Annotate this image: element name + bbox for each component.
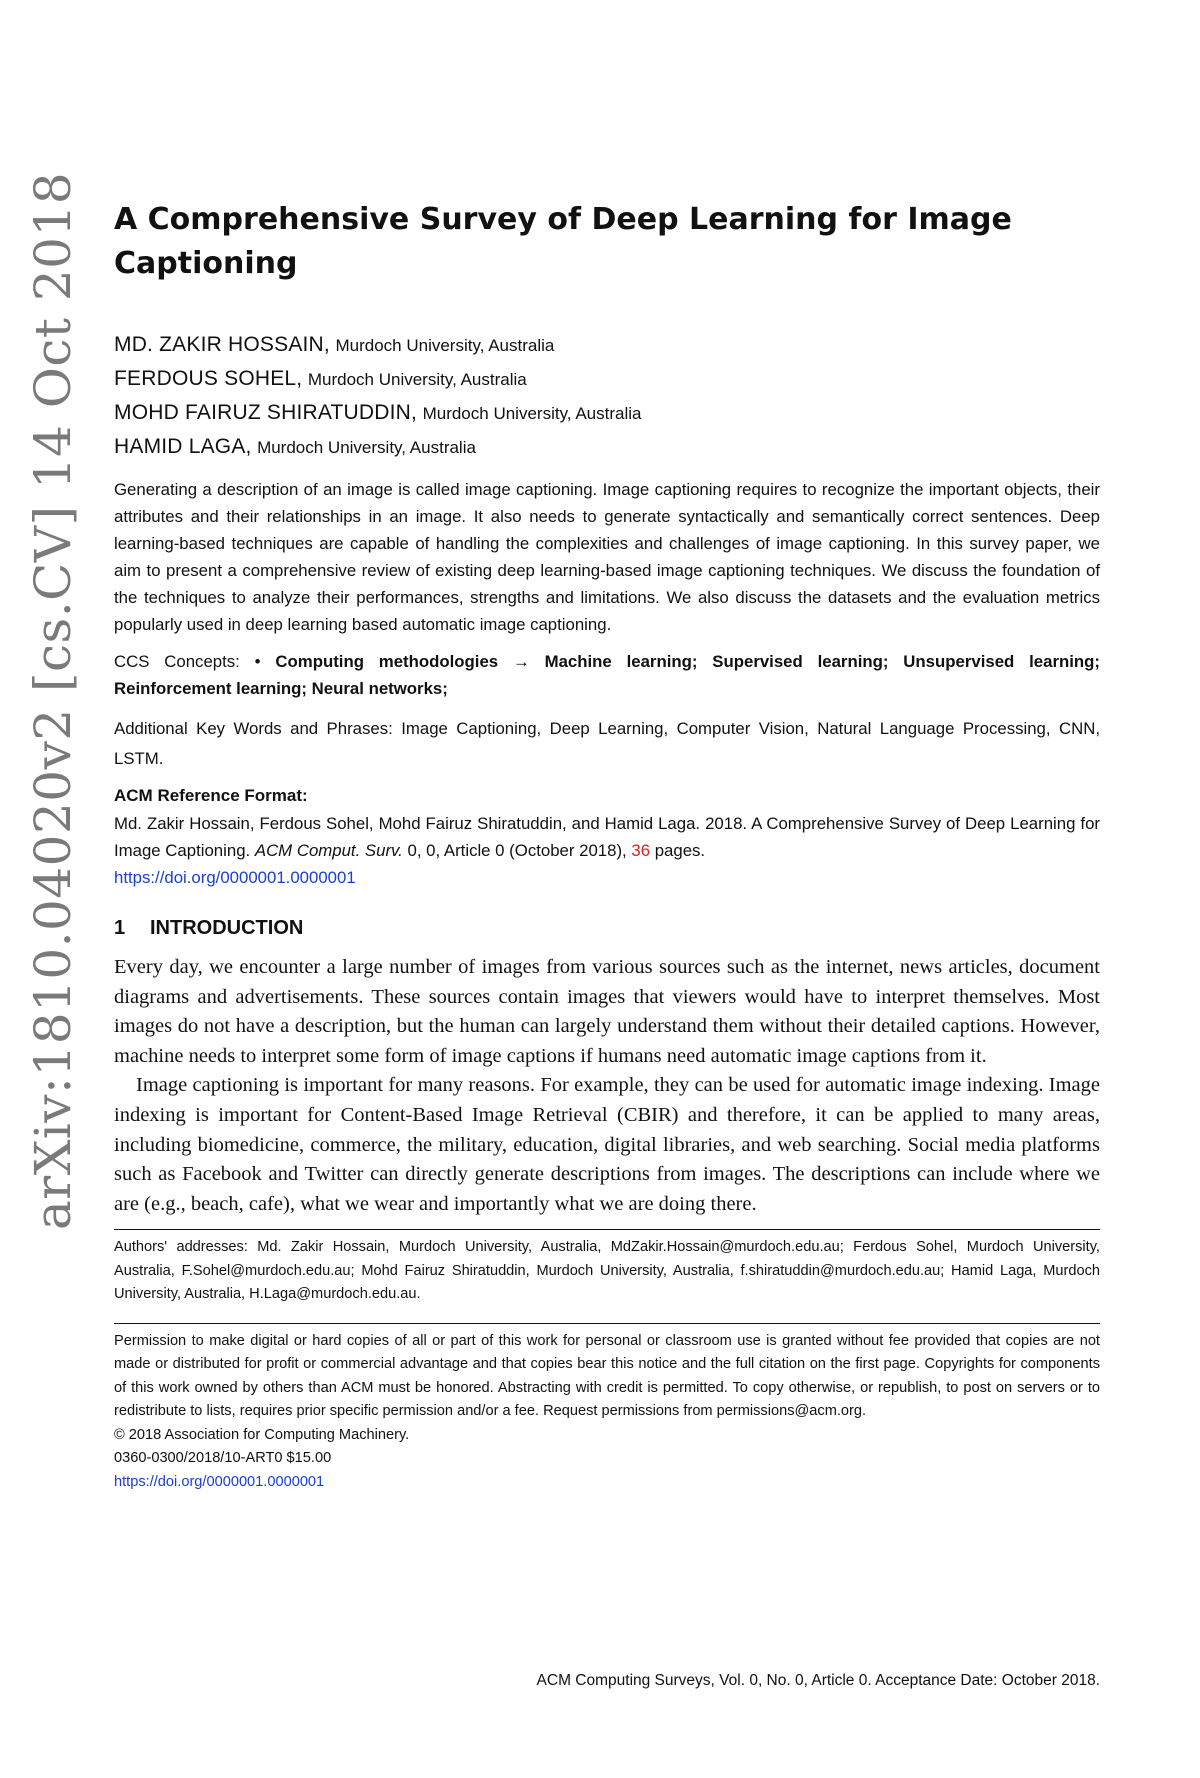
author-item bbox=[114, 328, 1100, 362]
issn-line: 0360-0300/2018/10-ART0 $15.00 bbox=[114, 1450, 332, 1467]
running-footer: ACM Computing Surveys, Vol. 0, No. 0, Article 0. Acceptance Date: October 2018. bbox=[536, 1672, 1100, 1689]
permission-notice: Permission to make digital or hard copies of all or part of this work for personal or classroom use is granted without fee provided that copies are not made or distributed for profit or commercial advantage and that copies bear this notice and the full citation on the first page. Copyrights for components of this work owned by others than ACM must be honored. Abstracting with credit is permitted. To copy otherwise, or republish, to post on servers or to redistribute to lists, requires prior specific permission and/or a fee. Request permissions from permissions@acm.org. bbox=[114, 1332, 1100, 1420]
author-affiliation: Murdoch University, Australia bbox=[335, 336, 555, 355]
author-affiliation: Murdoch University, Australia bbox=[257, 438, 476, 457]
reference-pages-suffix: pages. bbox=[650, 841, 706, 860]
ccs-label: CCS Concepts: • bbox=[114, 652, 276, 671]
section-title: INTRODUCTION bbox=[150, 917, 304, 939]
author-affiliation: Murdoch University, Australia bbox=[422, 404, 642, 423]
paper-title: A Comprehensive Survey of Deep Learning for Image Captioning bbox=[114, 202, 1012, 281]
reference-journal: ACM Comput. Surv. bbox=[254, 841, 403, 860]
reference-text: Md. Zakir Hossain, Ferdous Sohel, Mohd Fairuz Shiratuddin, and Hamid Laga. 2018. A Comprehensive Survey of Deep Learning for Image Captioning. bbox=[114, 814, 1100, 860]
permission-divider bbox=[114, 1323, 1100, 1324]
page-count-link[interactable]: 36 bbox=[631, 841, 651, 860]
author-list bbox=[114, 328, 1100, 464]
ccs-concepts bbox=[114, 648, 1100, 702]
body-paragraph: Every day, we encounter a large number of images from various sources such as the internet, news articles, document diagrams and advertisements. These sources contain images that viewers would have to interpret themselves. Most images do not have a description, but the human can largely understand them without their detailed captions. However, machine needs to interpret some form of image captions if humans need automatic image captions from it. bbox=[114, 956, 1100, 1067]
ccs-concept-list: Computing methodologies → Machine learning; Supervised learning; Unsupervised learning; Reinforcement learning; Neural networks; bbox=[114, 652, 1100, 698]
abstract: Generating a description of an image is called image captioning. Image captioning requires to recognize the important objects, their attributes and their relationships in an image. It also needs to generate syntactically and semantically correct sentences. Deep learning-based techniques are capable of handling the complexities and challenges of image captioning. In this survey paper, we aim to present a comprehensive review of existing deep learning-based image captioning techniques. We discuss the foundation of the techniques to analyze their performances, strengths and limitations. We also discuss the datasets and the evaluation metrics popularly used in deep learning based automatic image captioning. bbox=[114, 480, 1100, 634]
doi-link[interactable]: https://doi.org/0000001.0000001 bbox=[114, 868, 356, 887]
author-name: MD. ZAKIR HOSSAIN, bbox=[114, 333, 330, 356]
footer-doi-link[interactable]: https://doi.org/0000001.0000001 bbox=[114, 1473, 325, 1490]
arxiv-stamp: arXiv:1810.04020v2 [cs.CV] 14 Oct 2018 bbox=[24, 171, 82, 1230]
section-number: 1 bbox=[114, 917, 126, 939]
section-heading bbox=[114, 913, 1100, 943]
author-name: HAMID LAGA, bbox=[114, 435, 252, 458]
author-name: FERDOUS SOHEL, bbox=[114, 367, 303, 390]
page-content bbox=[114, 198, 1100, 1494]
body-paragraph: Image captioning is important for many reasons. For example, they can be used for automatic image indexing. Image indexing is important for Content-Based Image Retrieval (CBIR) and therefore, it can be applied to many areas, including biomedicine, commerce, the military, education, digital libraries, and web searching. Social media platforms such as Facebook and Twitter can directly generate descriptions from images. The descriptions can include where we are (e.g., beach, cafe), what we wear and importantly what we are doing there. bbox=[114, 1074, 1100, 1215]
footnote-divider bbox=[114, 1229, 1100, 1230]
author-addresses: Authors' addresses: Md. Zakir Hossain, Murdoch University, Australia, MdZakir.Hossain@murdoch.edu.au; Ferdous Sohel, Murdoch University, Australia, F.Sohel@murdoch.edu.au; Mohd Fairuz Shiratuddin, Murdoch University, Australia, f.shiratuddin@murdoch.edu.au; Hamid Laga, Murdoch University, Australia, H.Laga@murdoch.edu.au. bbox=[114, 1239, 1100, 1303]
author-item bbox=[114, 430, 1100, 464]
author-affiliation: Murdoch University, Australia bbox=[307, 370, 527, 389]
copyright-line: © 2018 Association for Computing Machinery. bbox=[114, 1426, 410, 1443]
keywords: Additional Key Words and Phrases: Image Captioning, Deep Learning, Computer Vision, Natural Language Processing, CNN, LSTM. bbox=[114, 719, 1100, 768]
author-name: MOHD FAIRUZ SHIRATUDDIN, bbox=[114, 401, 418, 424]
reference-volume: 0, 0, Article 0 (October 2018), bbox=[402, 841, 632, 860]
author-item bbox=[114, 396, 1100, 430]
author-item bbox=[114, 362, 1100, 396]
reference-format bbox=[114, 810, 1100, 891]
reference-heading: ACM Reference Format: bbox=[114, 786, 308, 805]
